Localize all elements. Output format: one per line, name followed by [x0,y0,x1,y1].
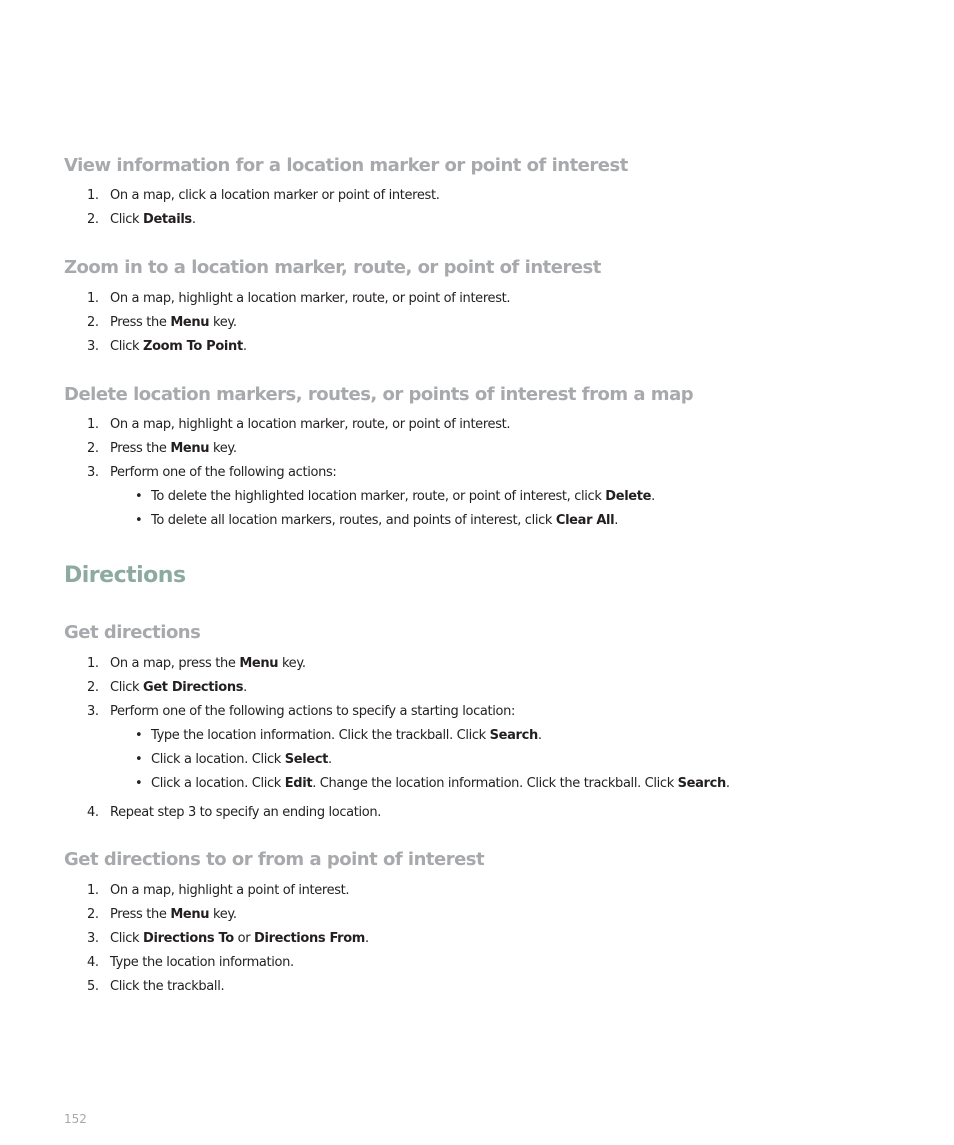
step-item [64,413,924,437]
step-number: 3. [87,465,99,480]
step-number: 3. [87,931,99,946]
section-get-directions [64,621,924,825]
step-text: Click [110,680,144,695]
step-number: 3. [87,339,99,354]
step-item [64,335,924,359]
section-poi-directions [64,848,924,999]
step-item [64,652,924,676]
ui-term: Delete [605,489,652,504]
step-text: Type the location information. [110,955,294,970]
step-text-end: key. [278,656,306,671]
step-text: Perform one of the following actions to specify a starting location: [110,704,516,719]
ui-term: Menu [170,315,210,330]
ui-term: Get Directions [143,680,244,695]
step-text-end: key. [209,907,237,922]
bullet-marker: • [135,776,143,791]
step-number: 2. [87,907,99,922]
step-number: 1. [87,417,99,432]
step-number: 2. [87,680,99,695]
step-list [64,287,924,359]
ui-term: Menu [170,907,210,922]
step-number: 1. [87,883,99,898]
bullet-text: To delete the highlighted location marker, route, or point of interest, click [151,489,606,504]
step-text: Click the trackball. [110,979,225,994]
step-item [64,461,924,485]
bullet-text-end: . [651,489,655,504]
step-text-end: key. [209,315,237,330]
bullet-text: Type the location information. Click the trackball. Click [151,728,490,743]
bullet-text-end: . [614,513,619,528]
bullet-marker: • [135,489,143,504]
bullet-item [64,485,924,509]
step-text-end: . [365,931,369,946]
step-item [64,903,924,927]
step-text: Click [110,339,144,354]
step-text: On a map, press the [110,656,240,671]
step-text: Press the [110,441,171,456]
step-number: 4. [87,805,99,820]
step-text: On a map, highlight a location marker, route, or point of interest. [110,417,511,432]
bullet-marker: • [135,728,143,743]
section-heading: Get directions [64,622,201,643]
chapter-directions [64,562,924,590]
section-heading: View information for a location marker or point of interest [64,155,628,176]
ui-term: Search [489,728,538,743]
bullet-item [64,748,924,772]
step-number: 1. [87,656,99,671]
step-item [64,975,924,999]
step-text: On a map, highlight a point of interest. [110,883,350,898]
bullet-text: Click a location. Click [151,776,285,791]
step-item [64,927,924,951]
step-text: Click [110,212,144,227]
ui-term: Menu [239,656,279,671]
step-text: Press the [110,315,171,330]
section-zoom-in [64,256,924,359]
bullet-marker: • [135,513,143,528]
bullet-text-end: . [328,752,332,767]
step-item [64,951,924,975]
step-item [64,879,924,903]
section-heading: Zoom in to a location marker, route, or point of interest [64,257,601,278]
step-text-end: . [191,212,196,227]
step-text-end: key. [209,441,237,456]
step-text: On a map, click a location marker or point of interest. [110,188,440,203]
bullet-marker: • [135,752,143,767]
step-text-end: . [242,339,247,354]
bullet-text-end: . [725,776,730,791]
bullet-item [64,772,924,796]
step-item [64,208,924,232]
step-list-continued [64,801,924,825]
ui-term: Directions To [143,931,234,946]
page-number: 152 [64,1112,87,1126]
ui-term: Edit [284,776,313,791]
step-list [64,652,924,724]
step-item [64,676,924,700]
section-heading: Get directions to or from a point of interest [64,849,485,870]
step-text: Perform one of the following actions: [110,465,337,480]
section-delete-markers [64,383,924,533]
bullet-item [64,724,924,748]
section-view-information [64,154,924,232]
step-text: Press the [110,907,171,922]
bullet-text: To delete all location markers, routes, and points of interest, click [151,513,556,528]
step-number: 1. [87,291,99,306]
step-text-end: . [243,680,247,695]
ui-term: Clear All [555,513,615,528]
bullet-list [64,485,924,533]
bullet-text-mid: . Change the location information. Click the trackball. Click [312,776,678,791]
ui-term: Details [143,212,192,227]
step-text: On a map, highlight a location marker, route, or point of interest. [110,291,511,306]
bullet-text-end: . [537,728,542,743]
chapter-title: Directions [64,563,186,588]
step-list [64,413,924,485]
step-item [64,801,924,825]
ui-term: Zoom To Point [143,339,243,354]
section-heading: Delete location markers, routes, or points of interest from a map [64,384,694,405]
ui-term: Menu [170,441,210,456]
step-number: 1. [87,188,99,203]
bullet-list [64,724,924,796]
step-number: 5. [87,979,99,994]
step-item [64,700,924,724]
step-item [64,184,924,208]
ui-term: Directions From [254,931,366,946]
step-list [64,879,924,999]
step-number: 4. [87,955,99,970]
step-text-mid: or [233,931,255,946]
ui-term: Search [677,776,726,791]
ui-term: Select [284,752,329,767]
bullet-text: Click a location. Click [151,752,285,767]
step-item [64,287,924,311]
step-text: Repeat step 3 to specify an ending location. [110,805,382,820]
step-number: 2. [87,212,99,227]
step-item [64,311,924,335]
bullet-item [64,509,924,533]
step-number: 3. [87,704,99,719]
step-item [64,437,924,461]
step-list [64,184,924,232]
step-number: 2. [87,441,99,456]
step-text: Click [110,931,144,946]
step-number: 2. [87,315,99,330]
